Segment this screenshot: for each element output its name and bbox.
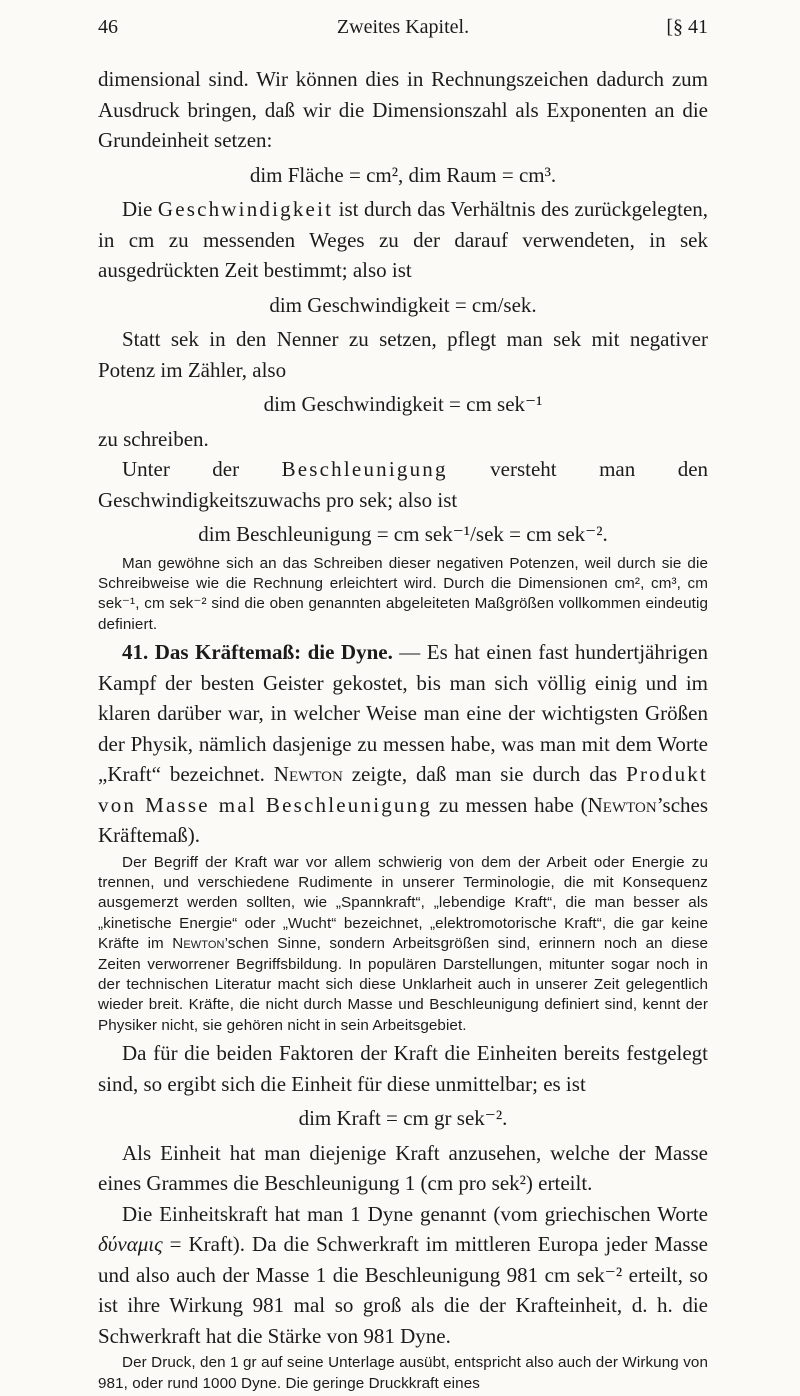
paragraph: Da für die beiden Faktoren der Kraft die Einheiten bereits festgelegt sind, so ergibt sich die Einheit für diese unmittelbar; es ist [98, 1041, 708, 1096]
section-paragraph: 41. Das Kräftemaß: die Dyne. — Es hat einen fast hundertjährigen Kampf der besten Geister gekostet, bis man sich völlig einig und im klaren darüber war, in welcher Weise man eine der wichtigsten Größen der Physik, nämlich dasjenige zu messen habe, was man mit dem Worte „Kraft“ bezeichnet. Newton zeigte, daß man sie durch das Produkt von Masse mal Beschleunigung zu messen habe (Newton’sches Kräftemaß). [98, 640, 709, 848]
term-emphasis: Produkt von Masse mal Beschleunigung [98, 762, 709, 817]
paragraph: zu schreiben. [98, 426, 209, 451]
greek-word: δύναμις [98, 1232, 163, 1257]
small-print-note: Der Druck, den 1 gr auf seine Unterlage ausübt, entspricht also auch der Wirkung von 981, oder rund 1000 Dyne. Die geringe Druckkraft eines [98, 1354, 708, 1392]
small-print-note: Man gewöhne sich an das Schreiben dieser negativen Potenzen, weil durch sie die Schreibweise wie die Rechnung erleichtert wird. Durch die Dimensionen cm², cm³, cm sek⁻¹, cm sek⁻² sind die oben genannten abgeleiteten Maßgrößen vollkommen eindeutig definiert. [98, 554, 708, 633]
formula: dim Geschwindigkeit = cm/sek. [269, 292, 537, 317]
formula: dim Kraft = cm gr sek⁻². [298, 1106, 508, 1131]
small-print-note: Der Begriff der Kraft war vor allem schwierig von dem der Arbeit oder Energie zu trennen, und verschiedene Rudimente in unserer Terminologie, die mit Konsequenz ausgemerzt werden sollten, wie „Spannkraft“, „lebendige Kraft“, die man besser als „kinetische Energie“ oder „Wucht“ bezeichnet, „elektromotorische Kraft“, die gar keine Kräfte im Newton’schen Sinne, sondern Arbeitsgrößen sind, erinnern noch an diese Zeiten verworrener Begriffsbildung. In populären Darstellungen, mitunter sogar noch in der technischen Literatur macht sich diese Unklarheit auch in unserer Zeit gelegentlich wieder breit. Kräfte, die nicht durch Masse und Beschleunigung definiert sind, kennt der Physiker nicht, sie gehören nicht in sein Arbeitsgebiet. [98, 853, 708, 1034]
paragraph: Unter der Beschleunigung versteht man den Geschwindigkeitszuwachs pro sek; also ist [98, 457, 709, 512]
paragraph: Die Geschwindigkeit ist durch das Verhältnis des zurückgelegten, in cm zu messenden Weges zu der darauf verwendeten, in sek ausgedrückten Zeit bestimmt; also ist [98, 197, 709, 282]
page-body [98, 64, 708, 1396]
author-name: Newton [587, 792, 657, 817]
formula: dim Fläche = cm², dim Raum = cm³. [249, 162, 557, 187]
section-marker: [§ 41 [666, 16, 708, 38]
term-emphasis: Geschwindigkeit [157, 197, 334, 221]
section-number: 41. [122, 640, 149, 665]
term-emphasis: Beschleunigung [281, 457, 448, 481]
running-header [98, 16, 708, 46]
section-heading: Das Kräftemaß: die Dyne. [154, 640, 393, 665]
page-number: 46 [98, 16, 118, 38]
chapter-title: Zweites Kapitel. [336, 16, 470, 38]
formula: dim Geschwindigkeit = cm sek⁻¹ [263, 392, 543, 416]
paragraph: dimensional sind. Wir können dies in Rechnungszeichen dadurch zum Ausdruck bringen, daß wir die Dimensionszahl als Exponenten an die Grundeinheit setzen: [98, 67, 708, 152]
paragraph: Statt sek in den Nenner zu setzen, pflegt man sek mit negativer Potenz im Zähler, also [98, 327, 708, 382]
paragraph: Die Einheitskraft hat man 1 Dyne genannt (vom griechischen Worte δύναμις = Kraft). Da die Schwerkraft im mittleren Europa jeder Masse und also auch der Masse 1 die Beschleunigung 981 cm sek⁻² erteilt, so ist ihre Wirkung 981 mal so groß als die der Krafteinheit, d. h. die Schwerkraft hat die Stärke von 981 Dyne. [98, 1201, 709, 1348]
author-name: Newton [172, 935, 225, 953]
paragraph: Als Einheit hat man diejenige Kraft anzusehen, welche der Masse eines Grammes die Beschleunigung 1 (cm pro sek²) erteilt. [98, 1140, 708, 1196]
formula: dim Beschleunigung = cm sek⁻¹/sek = cm sek⁻². [198, 522, 608, 546]
author-name: Newton [273, 762, 343, 787]
